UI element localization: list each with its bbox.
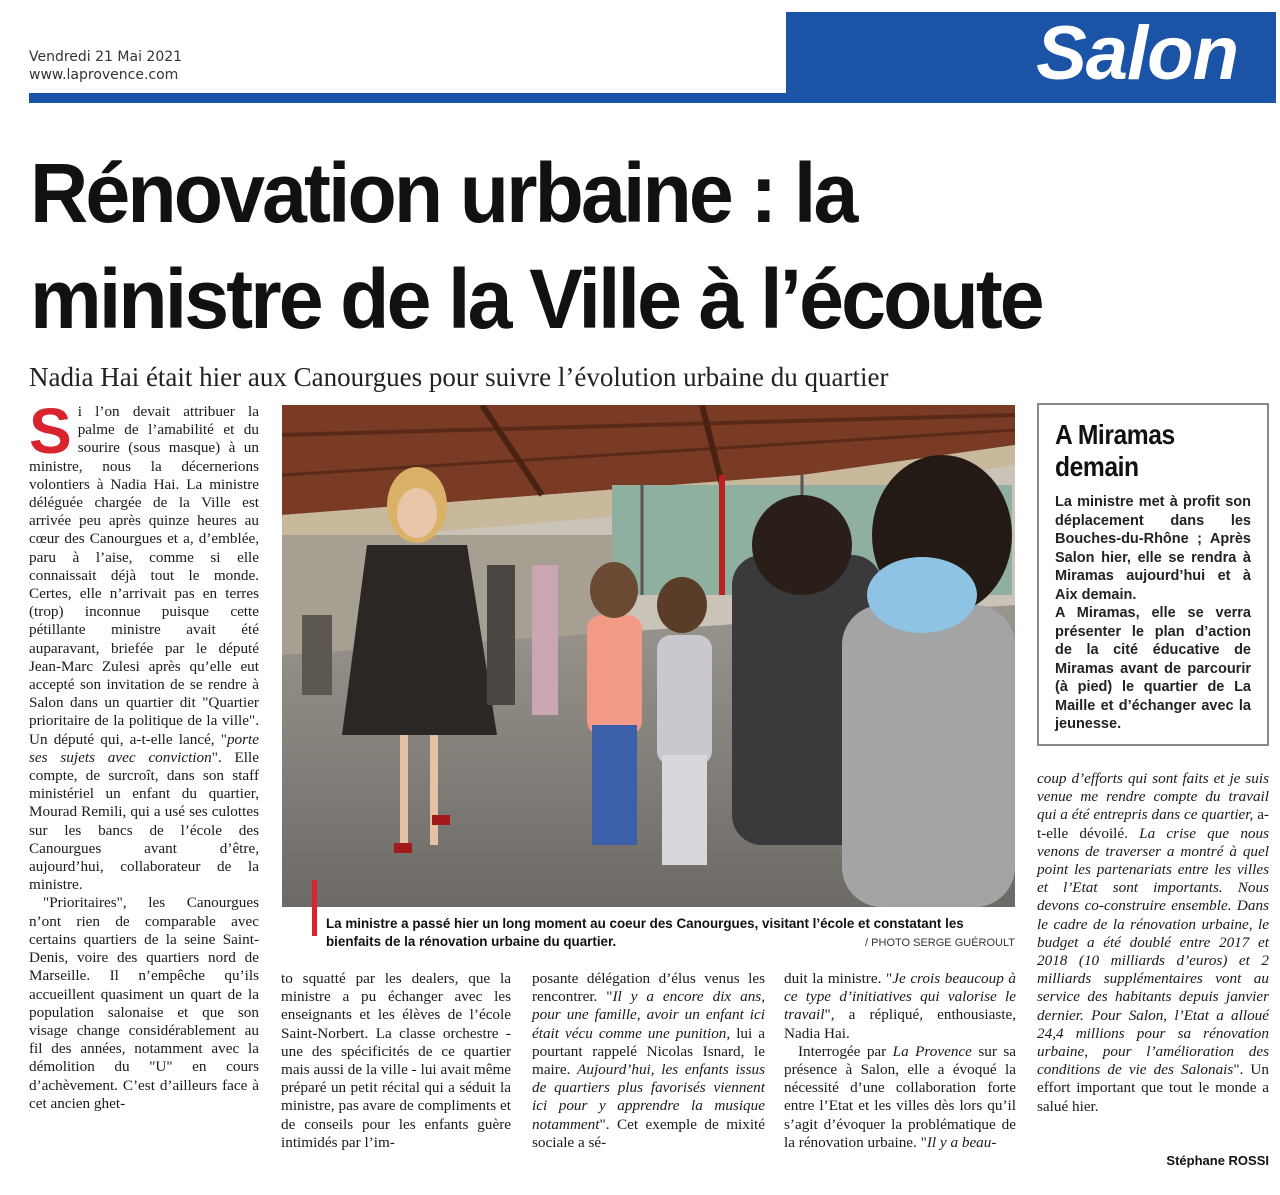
column-5 [1037, 770, 1269, 1116]
col5-text-b: ". Un effort important que tout le monde a salué hier. [1037, 1061, 1269, 1115]
col4-p2-quote: Il y a beau- [926, 1133, 997, 1151]
col3-quote-2: Aujourd’hui, les enfants issus de quartiers plus favorisés viennent ici pour y apprendre la musique notamment [532, 1061, 765, 1133]
article-photo [282, 405, 1015, 907]
col5-quote-2: La crise que nous venons de traverser a montré à quel point les partenariats entre les villes et l’Etat sont importants. Nous devons co-construire ensemble. Dans le cadre de la rénovation urbaine, le budget a été doublé entre 2017 et 2018 (10 milliards d’euros) et 2 milliards supplémentaires vont au service des habitants depuis janvier dernier. Pour Salon, l’Etat a alloué 24,4 millions pour sa rénovation urbaine, pour l’amélioration des conditions de vie des Salonais [1037, 824, 1270, 1079]
header-rule [29, 93, 789, 103]
col1-text: i l’on devait attribuer la palme de l’amabilité et du sourire (sous masque) à un ministre, nous la décernerions volontiers à Nadia Hai. La ministre déléguée chargée de la Ville est arrivée peu après quinze heures au cœur des Canourgues et a, d’emblée, paru à l’aise, comme si elle connaissait déjà tout le monde. Certes, elle n’arrivait pas en terres (trop) inconnue puisque cette pétillante ministre avait été auparavant, briefée par le député Jean-Marc Zulesi après qu’elle eut accepté son invitation de se rendre à Salon dans un quartier dit "Quartier prioritaire de la politique de la ville". Un député qui, a-t-elle lancé, " [29, 403, 259, 748]
headline-line-2: ministre de la Ville à l’écoute [30, 252, 1042, 346]
col1-text-end: ". Elle compte, de surcroît, dans son staff ministériel un enfant du quartier, Mourad Remili, qui a usé ses culottes sur les bancs de l’école des Canourgues avant d’être, aujourd’hui, collaborateur de la ministre. [29, 748, 259, 894]
drop-cap: S [29, 395, 72, 467]
col4-quote-1: Je crois beaucoup à ce type d’initiatives qui valorise le travail [784, 970, 1017, 1024]
photo-illustration [282, 405, 1015, 907]
sidebar-title: A Miramas demain [1055, 419, 1175, 482]
photo-caption: La ministre a passé hier un long moment au coeur des Canourgues, visitant l’école et constatant les bienfaits de la rénovation urbaine du quartier. [326, 916, 964, 949]
sidebar-paragraph-2: A Miramas, elle se verra présenter le plan d’action de la cité éducative de Miramas avant de parcourir (à pied) le quartier de La Maille et d’échanger avec la jeunesse. [1055, 605, 1251, 732]
column-3 [532, 970, 765, 1152]
section-banner: Salon [786, 12, 1276, 103]
col5-quote-1: coup d’efforts qui sont faits et je suis venue me rendre compte du travail qui a été entrepris dans ce quartier, [1037, 770, 1269, 824]
col3-quote-1: Il y a encore dix ans, pour une famille, avoir un enfant ici était vécu comme une punition, [532, 988, 765, 1042]
column-4 [784, 970, 1016, 1152]
col3-text-a: posante délégation d’élus venus les rencontrer. " [532, 970, 765, 1006]
issue-date: Vendredi 21 Mai 2021 [29, 49, 183, 65]
col3-text-c: ". Cet exemple de mixité sociale a sé- [532, 1115, 765, 1151]
sidebar-paragraph-1: La ministre met à profit son déplacement dans les Bouches-du-Rhône ; Après Salon hier, elle se rendra à Miramas aujourd’hui et à Aix demain. [1055, 494, 1251, 603]
website-url: www.laprovence.com [29, 67, 179, 83]
column-1 [29, 395, 259, 1113]
page-meta [29, 48, 182, 84]
column-2 [281, 970, 511, 1152]
article-subheadline: Nadia Hai était hier aux Canourgues pour suivre l’évolution urbaine du quartier [29, 362, 889, 392]
sidebar-box [1037, 403, 1269, 746]
author-signature: Stéphane ROSSI [1166, 1153, 1269, 1168]
article-headline [30, 140, 1220, 352]
col4-publication: La Provence [892, 1042, 972, 1060]
col4-text-a: duit la ministre. " [784, 970, 893, 987]
photo-credit: / PHOTO SERGE GUÉROULT [865, 937, 1015, 949]
col5-text-a: a-t-elle dévoilé. [1037, 806, 1269, 842]
col1-paragraph-2: "Prioritaires", les Canourgues n’ont rien de comparable avec certains quartiers de la seine Saint-Denis, voire des quartiers nord de Marseille. Il n’empêche qu’ils accueillent quasiment un quart de la population salonaise et que son visage change considérablement au fil des années, notamment avec la démolition du "U" en cours d’achèvement. C’est d’ailleurs face à cet ancien ghet- [29, 894, 259, 1112]
col4-p2-b: sur sa présence à Salon, elle a évoqué la nécessité d’une collaboration forte entre l’Etat et les villes dès lors qu’il s’agit d’évoquer la problématique de la rénovation urbaine. " [784, 1042, 1016, 1151]
col3-text-b: lui a pourtant rappelé Nicolas Isnard, le maire. [532, 1024, 765, 1079]
col4-p2-a: Interrogée par [798, 1042, 893, 1060]
headline-line-1: Rénovation urbaine : la [30, 146, 856, 240]
col2-text: to squatté par les dealers, que la ministre a pu échanger avec les enseignants et les élèves de l’école Saint-Norbert. La classe orchestre - une des spécificités de ce quartier mais aussi de la ville - lui avait même préparé un petit récital qui a séduit la ministre, pas avare de compliments et de conseils pour les enfants guère intimidés par l’im- [281, 970, 511, 1151]
col1-quote: porte ses sujets avec conviction [29, 730, 259, 766]
col4-text-b: ", a répliqué, enthousiaste, Nadia Hai. [784, 1006, 1016, 1042]
